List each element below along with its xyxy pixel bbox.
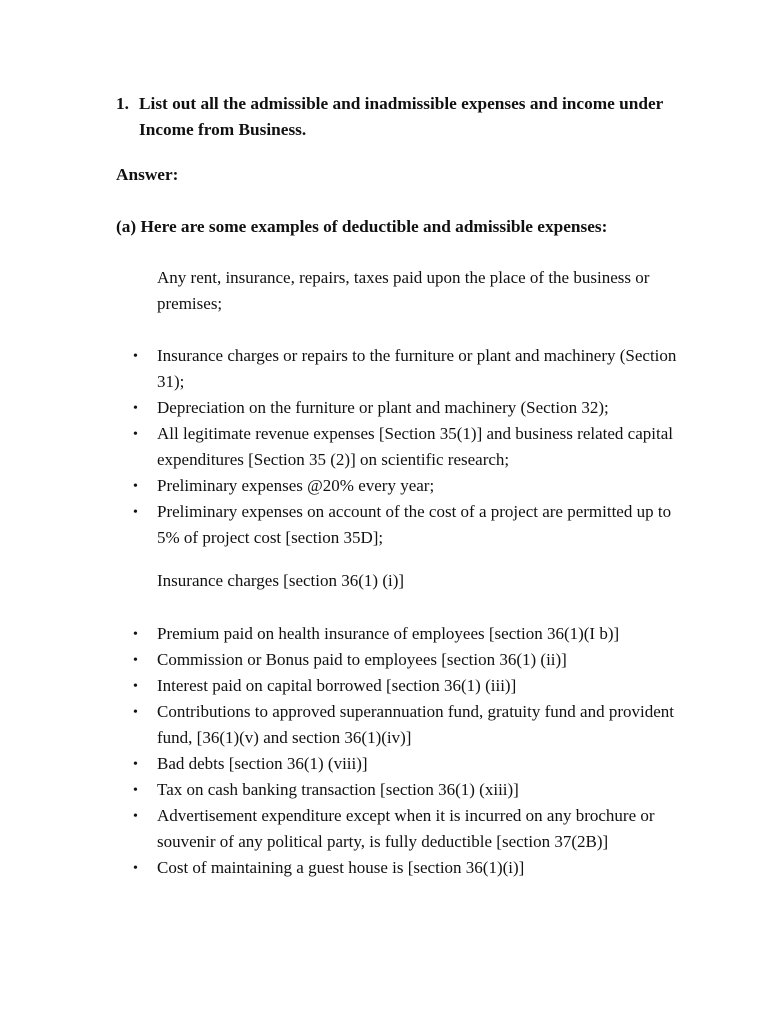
- list-item-text: Advertisement expenditure except when it is incurred on any brochure or souvenir of any political party, is fully deductible [section 37(2B)]: [157, 806, 655, 851]
- list-item: [0, 751, 677, 777]
- bullet-list-1: [0, 343, 768, 551]
- list-item: [0, 343, 677, 395]
- bullet-icon: •: [133, 705, 138, 720]
- list-item-text: Insurance charges or repairs to the furniture or plant and machinery (Section 31);: [157, 346, 677, 391]
- question-text: List out all the admissible and inadmissible expenses and income under Income from Business.: [139, 94, 663, 139]
- list-item: [0, 621, 677, 647]
- bullet-icon: •: [133, 783, 138, 798]
- bullet-icon: •: [133, 401, 138, 416]
- list-item: [0, 647, 677, 673]
- list-item: [0, 803, 677, 855]
- bullet-icon: •: [133, 505, 138, 520]
- question-heading: [116, 91, 676, 142]
- bullet-icon: •: [133, 479, 138, 494]
- list-item-text: Interest paid on capital borrowed [section 36(1) (iii)]: [157, 676, 517, 695]
- list-item-text: Commission or Bonus paid to employees [section 36(1) (ii)]: [157, 650, 567, 669]
- list-item-text: Depreciation on the furniture or plant and machinery (Section 32);: [157, 398, 609, 417]
- bullet-icon: •: [133, 653, 138, 668]
- bullet-icon: •: [133, 627, 138, 642]
- answer-label: Answer:: [116, 165, 179, 184]
- list-item: [0, 499, 677, 551]
- bullet-icon: •: [133, 809, 138, 824]
- bullet-list-2: [0, 621, 768, 881]
- list-item: [0, 673, 677, 699]
- list-item: [0, 395, 677, 421]
- list-item-text: Premium paid on health insurance of employees [section 36(1)(I b)]: [157, 624, 620, 643]
- bullet-icon: •: [133, 349, 138, 364]
- bullet-icon: •: [133, 757, 138, 772]
- bullet-icon: •: [133, 427, 138, 442]
- list-item: [0, 699, 677, 751]
- list-item-text: Preliminary expenses @20% every year;: [157, 476, 435, 495]
- list-item-text: Tax on cash banking transaction [section 36(1) (xiii)]: [157, 780, 519, 799]
- list-item: [0, 421, 677, 473]
- middle-paragraph: Insurance charges [section 36(1) (i)]: [157, 571, 405, 590]
- intro-paragraph: Any rent, insurance, repairs, taxes paid upon the place of the business or premises;: [157, 268, 650, 313]
- bullet-icon: •: [133, 861, 138, 876]
- list-item-text: Cost of maintaining a guest house is [section 36(1)(i)]: [157, 858, 525, 877]
- section-a-heading: (a) Here are some examples of deductible and admissible expenses:: [116, 217, 608, 236]
- list-item: [0, 855, 677, 881]
- list-item-text: Contributions to approved superannuation fund, gratuity fund and provident fund, [36(1)(v) and section 36(1)(iv)]: [157, 702, 674, 747]
- bullet-icon: •: [133, 679, 138, 694]
- list-item: [0, 777, 677, 803]
- list-item-text: Preliminary expenses on account of the cost of a project are permitted up to 5% of project cost [section 35D];: [157, 502, 672, 547]
- list-item-text: All legitimate revenue expenses [Section 35(1)] and business related capital expenditures [Section 35 (2)] on scientific research;: [157, 424, 673, 469]
- list-item: [0, 473, 677, 499]
- list-item-text: Bad debts [section 36(1) (viii)]: [157, 754, 368, 773]
- question-number: 1.: [116, 94, 129, 113]
